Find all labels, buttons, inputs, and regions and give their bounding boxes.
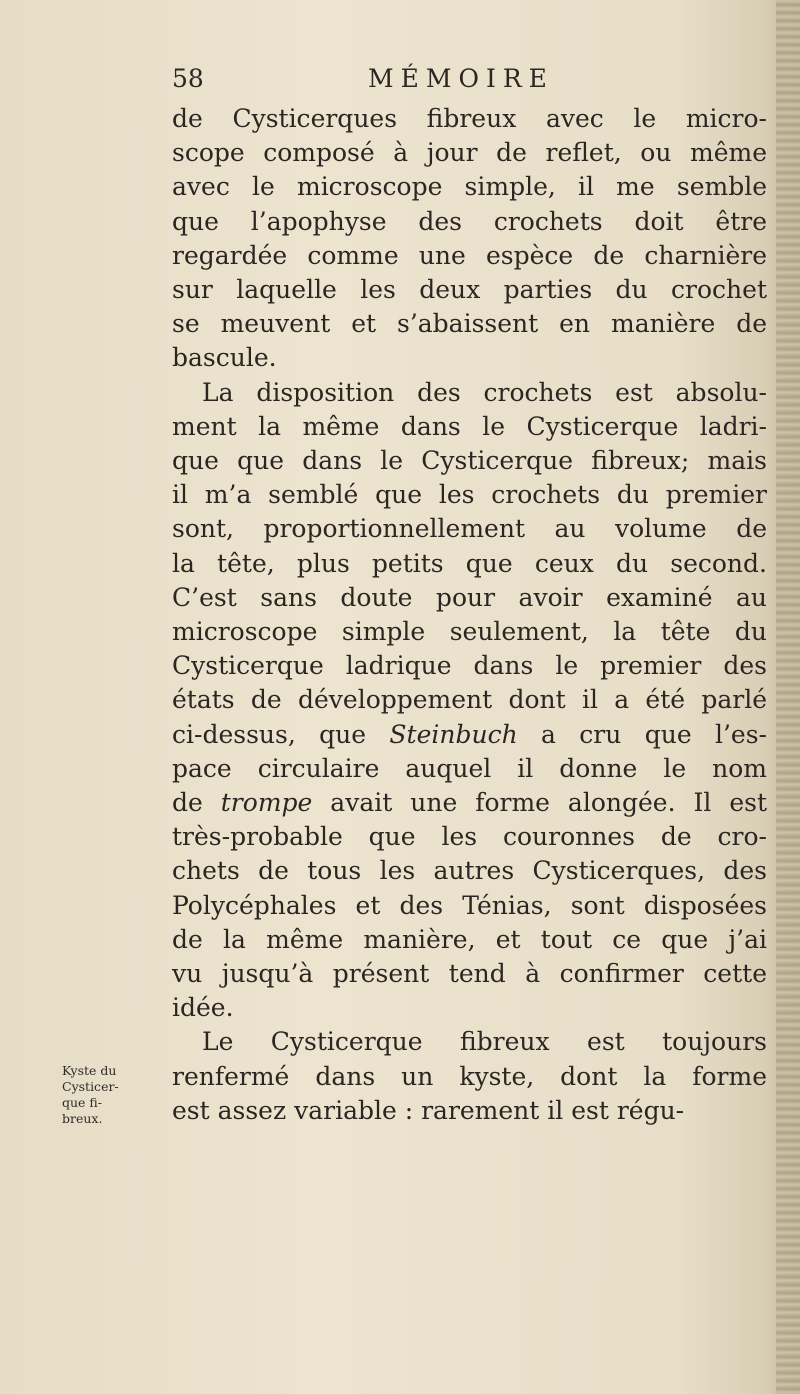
text-line bbox=[172, 307, 767, 341]
text-line bbox=[172, 170, 767, 204]
text-line bbox=[172, 991, 767, 1025]
text-line bbox=[172, 205, 767, 239]
text-line bbox=[172, 136, 767, 170]
margin-note-line: Cysticer- bbox=[62, 1079, 119, 1094]
text-line bbox=[172, 752, 767, 786]
text-segment: sont, proportionnellement au volume de bbox=[172, 514, 767, 544]
text-segment: scope composé à jour de reflet, ou même bbox=[172, 138, 767, 168]
text-line bbox=[172, 889, 767, 923]
text-segment: chets de tous les autres Cysticerques, des bbox=[172, 856, 767, 886]
text-segment: ci-dessus, que bbox=[172, 719, 390, 749]
text-line bbox=[172, 376, 767, 410]
text-line bbox=[172, 273, 767, 307]
text-line bbox=[172, 957, 767, 991]
text-segment: très-probable que les couronnes de cro- bbox=[172, 822, 767, 852]
text-segment: avec le microscope simple, il me semble bbox=[172, 172, 767, 202]
text-line bbox=[172, 444, 767, 478]
page-header bbox=[172, 64, 762, 104]
text-line bbox=[172, 718, 767, 752]
text-segment: C’est sans doute pour avoir examiné au bbox=[172, 582, 767, 612]
text-line bbox=[172, 478, 767, 512]
text-segment: sur laquelle les deux parties du crochet bbox=[172, 275, 767, 305]
text-segment: de Cysticerques fibreux avec le micro- bbox=[172, 104, 767, 133]
text-line bbox=[172, 581, 767, 615]
text-segment: Cysticerque ladrique dans le premier des bbox=[172, 651, 767, 681]
text-segment: de la même manière, et tout ce que j’ai bbox=[172, 924, 767, 954]
text-segment: que l’apophyse des crochets doit être bbox=[172, 206, 767, 236]
text-segment: Le Cysticerque fibreux est toujours bbox=[202, 1027, 767, 1057]
text-segment: renfermé dans un kyste, dont la forme bbox=[172, 1061, 767, 1091]
text-segment: a cru que l’es- bbox=[517, 719, 767, 749]
text-line bbox=[172, 239, 767, 273]
text-line bbox=[172, 1025, 767, 1059]
running-title: MÉMOIRE bbox=[368, 64, 554, 93]
italic-term: Steinbuch bbox=[389, 719, 518, 749]
text-line bbox=[172, 615, 767, 649]
text-line bbox=[172, 786, 767, 820]
italic-term: trompe bbox=[220, 788, 313, 818]
text-line bbox=[172, 1094, 767, 1128]
text-line bbox=[172, 820, 767, 854]
text-segment: de bbox=[172, 788, 221, 818]
text-line bbox=[172, 102, 767, 136]
text-line bbox=[172, 1060, 767, 1094]
text-line bbox=[172, 683, 767, 717]
text-segment: microscope simple seulement, la tête du bbox=[172, 617, 767, 647]
text-segment: avait une forme alongée. Il est bbox=[312, 788, 767, 818]
text-segment: il m’a semblé que les crochets du premier bbox=[172, 480, 767, 510]
text-segment: que que dans le Cysticerque fibreux; mais bbox=[172, 446, 767, 476]
text-segment: bascule. bbox=[172, 343, 277, 373]
text-line bbox=[172, 923, 767, 957]
text-line bbox=[172, 854, 767, 888]
text-segment: idée. bbox=[172, 993, 234, 1023]
margin-note-line: Kyste du bbox=[62, 1063, 117, 1078]
page-number: 58 bbox=[172, 64, 204, 93]
text-segment: ment la même dans le Cysticerque ladri- bbox=[172, 411, 767, 441]
text-line bbox=[172, 410, 767, 444]
margin-note-line: breux. bbox=[62, 1111, 103, 1126]
text-line bbox=[172, 547, 767, 581]
margin-note-line: que fi- bbox=[62, 1095, 102, 1110]
text-segment: est assez variable : rarement il est régu- bbox=[172, 1095, 685, 1125]
margin-note bbox=[62, 1063, 162, 1127]
text-line bbox=[172, 341, 767, 375]
text-line bbox=[172, 512, 767, 546]
text-segment: la tête, plus petits que ceux du second. bbox=[172, 548, 767, 578]
page-fore-edge bbox=[776, 0, 800, 1394]
text-segment: Polycéphales et des Ténias, sont disposées bbox=[172, 890, 767, 920]
text-line bbox=[172, 649, 767, 683]
text-segment: vu jusqu’à présent tend à confirmer cette bbox=[172, 959, 767, 989]
body-text bbox=[172, 102, 767, 1128]
text-segment: états de développement dont il a été parlé bbox=[172, 685, 767, 715]
text-segment: regardée comme une espèce de charnière bbox=[172, 240, 767, 270]
text-segment: La disposition des crochets est absolu- bbox=[202, 377, 767, 407]
text-segment: pace circulaire auquel il donne le nom bbox=[172, 753, 767, 783]
text-segment: se meuvent et s’abaissent en manière de bbox=[172, 309, 767, 339]
